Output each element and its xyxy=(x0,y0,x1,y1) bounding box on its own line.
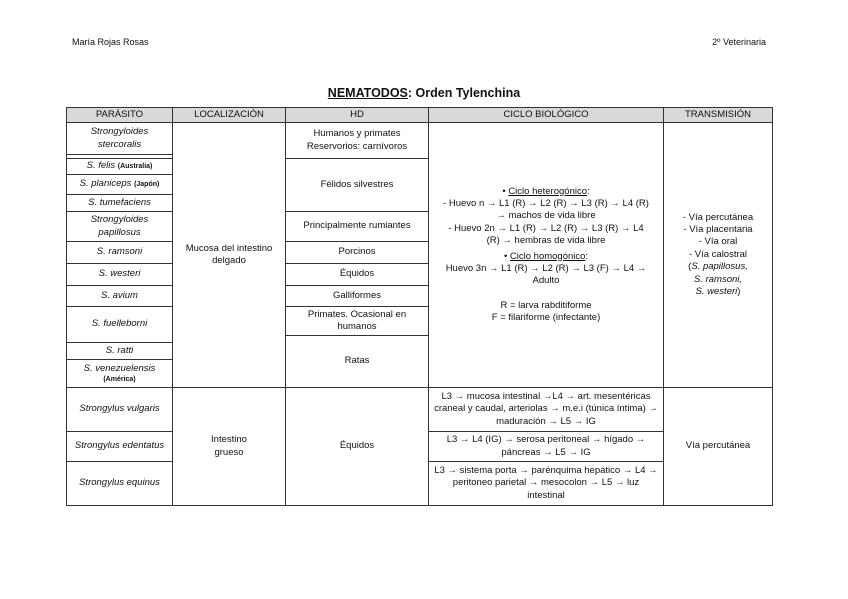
host-line: Reservorios: carnívoros xyxy=(306,140,408,152)
page-title xyxy=(0,86,848,100)
host-line: Humanos y primates xyxy=(313,128,401,140)
parasite-cell: S. felis (Australia) xyxy=(67,159,173,175)
title-rest: : Orden Tylenchina xyxy=(407,86,521,100)
cycle-cell: L3 → L4 (IG) → serosa peritoneal → hígado → páncreas → L5 → IG xyxy=(429,432,664,462)
parasite-cell: Strongylus equinus xyxy=(67,462,173,506)
parasite-cell: S. tumefaciens xyxy=(67,195,173,212)
parasite-cell: S. avium xyxy=(67,286,173,307)
cycle-homo-title: • Ciclo homogónico: xyxy=(503,250,589,262)
location-cell: Mucosa del intestino delgado xyxy=(173,123,286,388)
course-label: 2º Veterinaria xyxy=(712,37,766,47)
cycle-line: Huevo 3n → L1 (R) → L2 (R) → L3 (F) → L4 → Adulto xyxy=(445,262,647,287)
col-header-cycle: CICLO BIOLÓGICO xyxy=(429,108,664,123)
col-header-parasite: PARÁSITO xyxy=(67,108,173,123)
transmission-item: - Vía oral xyxy=(698,236,738,248)
parasite-cell: S. ratti xyxy=(67,343,173,360)
transmission-item: - Vía placentaria xyxy=(683,224,753,236)
cycle-cell: L3 → sistema porta → parénquima hepático → L4 → peritoneo parietal → mesocolon → L5 → luz intestinal xyxy=(429,462,664,506)
transmission-cell xyxy=(664,123,773,388)
parasite-cell: S. venezuelensis (América) xyxy=(67,360,173,388)
transmission-cell: Vía percutánea xyxy=(664,388,773,506)
host-cell: Équidos xyxy=(286,264,429,286)
cycle-hetero-title: • Ciclo heterogónico: xyxy=(502,185,590,197)
transmission-item: - Vía percutánea xyxy=(682,211,754,223)
location-cell: Intestino grueso xyxy=(173,388,286,506)
host-cell: Porcinos xyxy=(286,242,429,264)
cycle-line: - Huevo n → L1 (R) → L2 (R) → L3 (R) → L4 (R) → machos de vida libre xyxy=(443,198,649,222)
cycle-line: - Huevo 2n → L1 (R) → L2 (R) → L3 (R) → L4 (R) → hembras de vida libre xyxy=(448,222,644,247)
transmission-species: (S. papillosus, xyxy=(688,261,748,273)
table-row xyxy=(67,123,773,155)
cycle-legend: F = filariforme (infectante) xyxy=(491,311,601,323)
host-cell: Équidos xyxy=(286,388,429,506)
cycle-cell xyxy=(429,123,664,388)
host-cell xyxy=(286,123,429,159)
table-row xyxy=(67,388,773,432)
host-cell: Principalmente rumiantes xyxy=(286,212,429,242)
parasite-cell: Strongyloides stercoralis xyxy=(67,123,173,155)
table-header-row xyxy=(67,108,773,123)
parasite-cell: S. fuelleborni xyxy=(67,307,173,343)
col-header-host: HD xyxy=(286,108,429,123)
host-cell: Galliformes xyxy=(286,286,429,307)
author-name: María Rojas Rosas xyxy=(72,37,149,47)
host-cell: Primates. Ocasional en humanos xyxy=(286,307,429,336)
host-cell: Félidos silvestres xyxy=(286,159,429,212)
parasite-cell: Strongylus vulgaris xyxy=(67,388,173,432)
title-main: NEMATODOS xyxy=(327,86,408,100)
cycle-cell: L3 → mucosa intestinal →L4 → art. mesentéricas craneal y caudal, arteriolas → m.e.i (túnica íntima) → maduración → L5 → IG xyxy=(429,388,664,432)
parasite-cell: S. ramsoni xyxy=(67,242,173,264)
transmission-species: S. westeri) xyxy=(695,285,741,297)
transmission-item: - Vía calostral xyxy=(688,248,748,260)
cycle-legend: R = larva rabditiforme xyxy=(500,299,592,311)
col-header-location: LOCALIZACIÓN xyxy=(173,108,286,123)
host-cell: Ratas xyxy=(286,336,429,388)
parasite-cell: S. westeri xyxy=(67,264,173,286)
nematodes-table xyxy=(66,107,773,506)
parasite-cell: Strongylus edentatus xyxy=(67,432,173,462)
col-header-transmission: TRANSMISIÓN xyxy=(664,108,773,123)
parasite-cell: Strongyloides papillosus xyxy=(67,212,173,242)
transmission-species: S. ramsoni, xyxy=(693,273,743,285)
parasite-cell: S. planiceps (Japón) xyxy=(67,175,173,195)
